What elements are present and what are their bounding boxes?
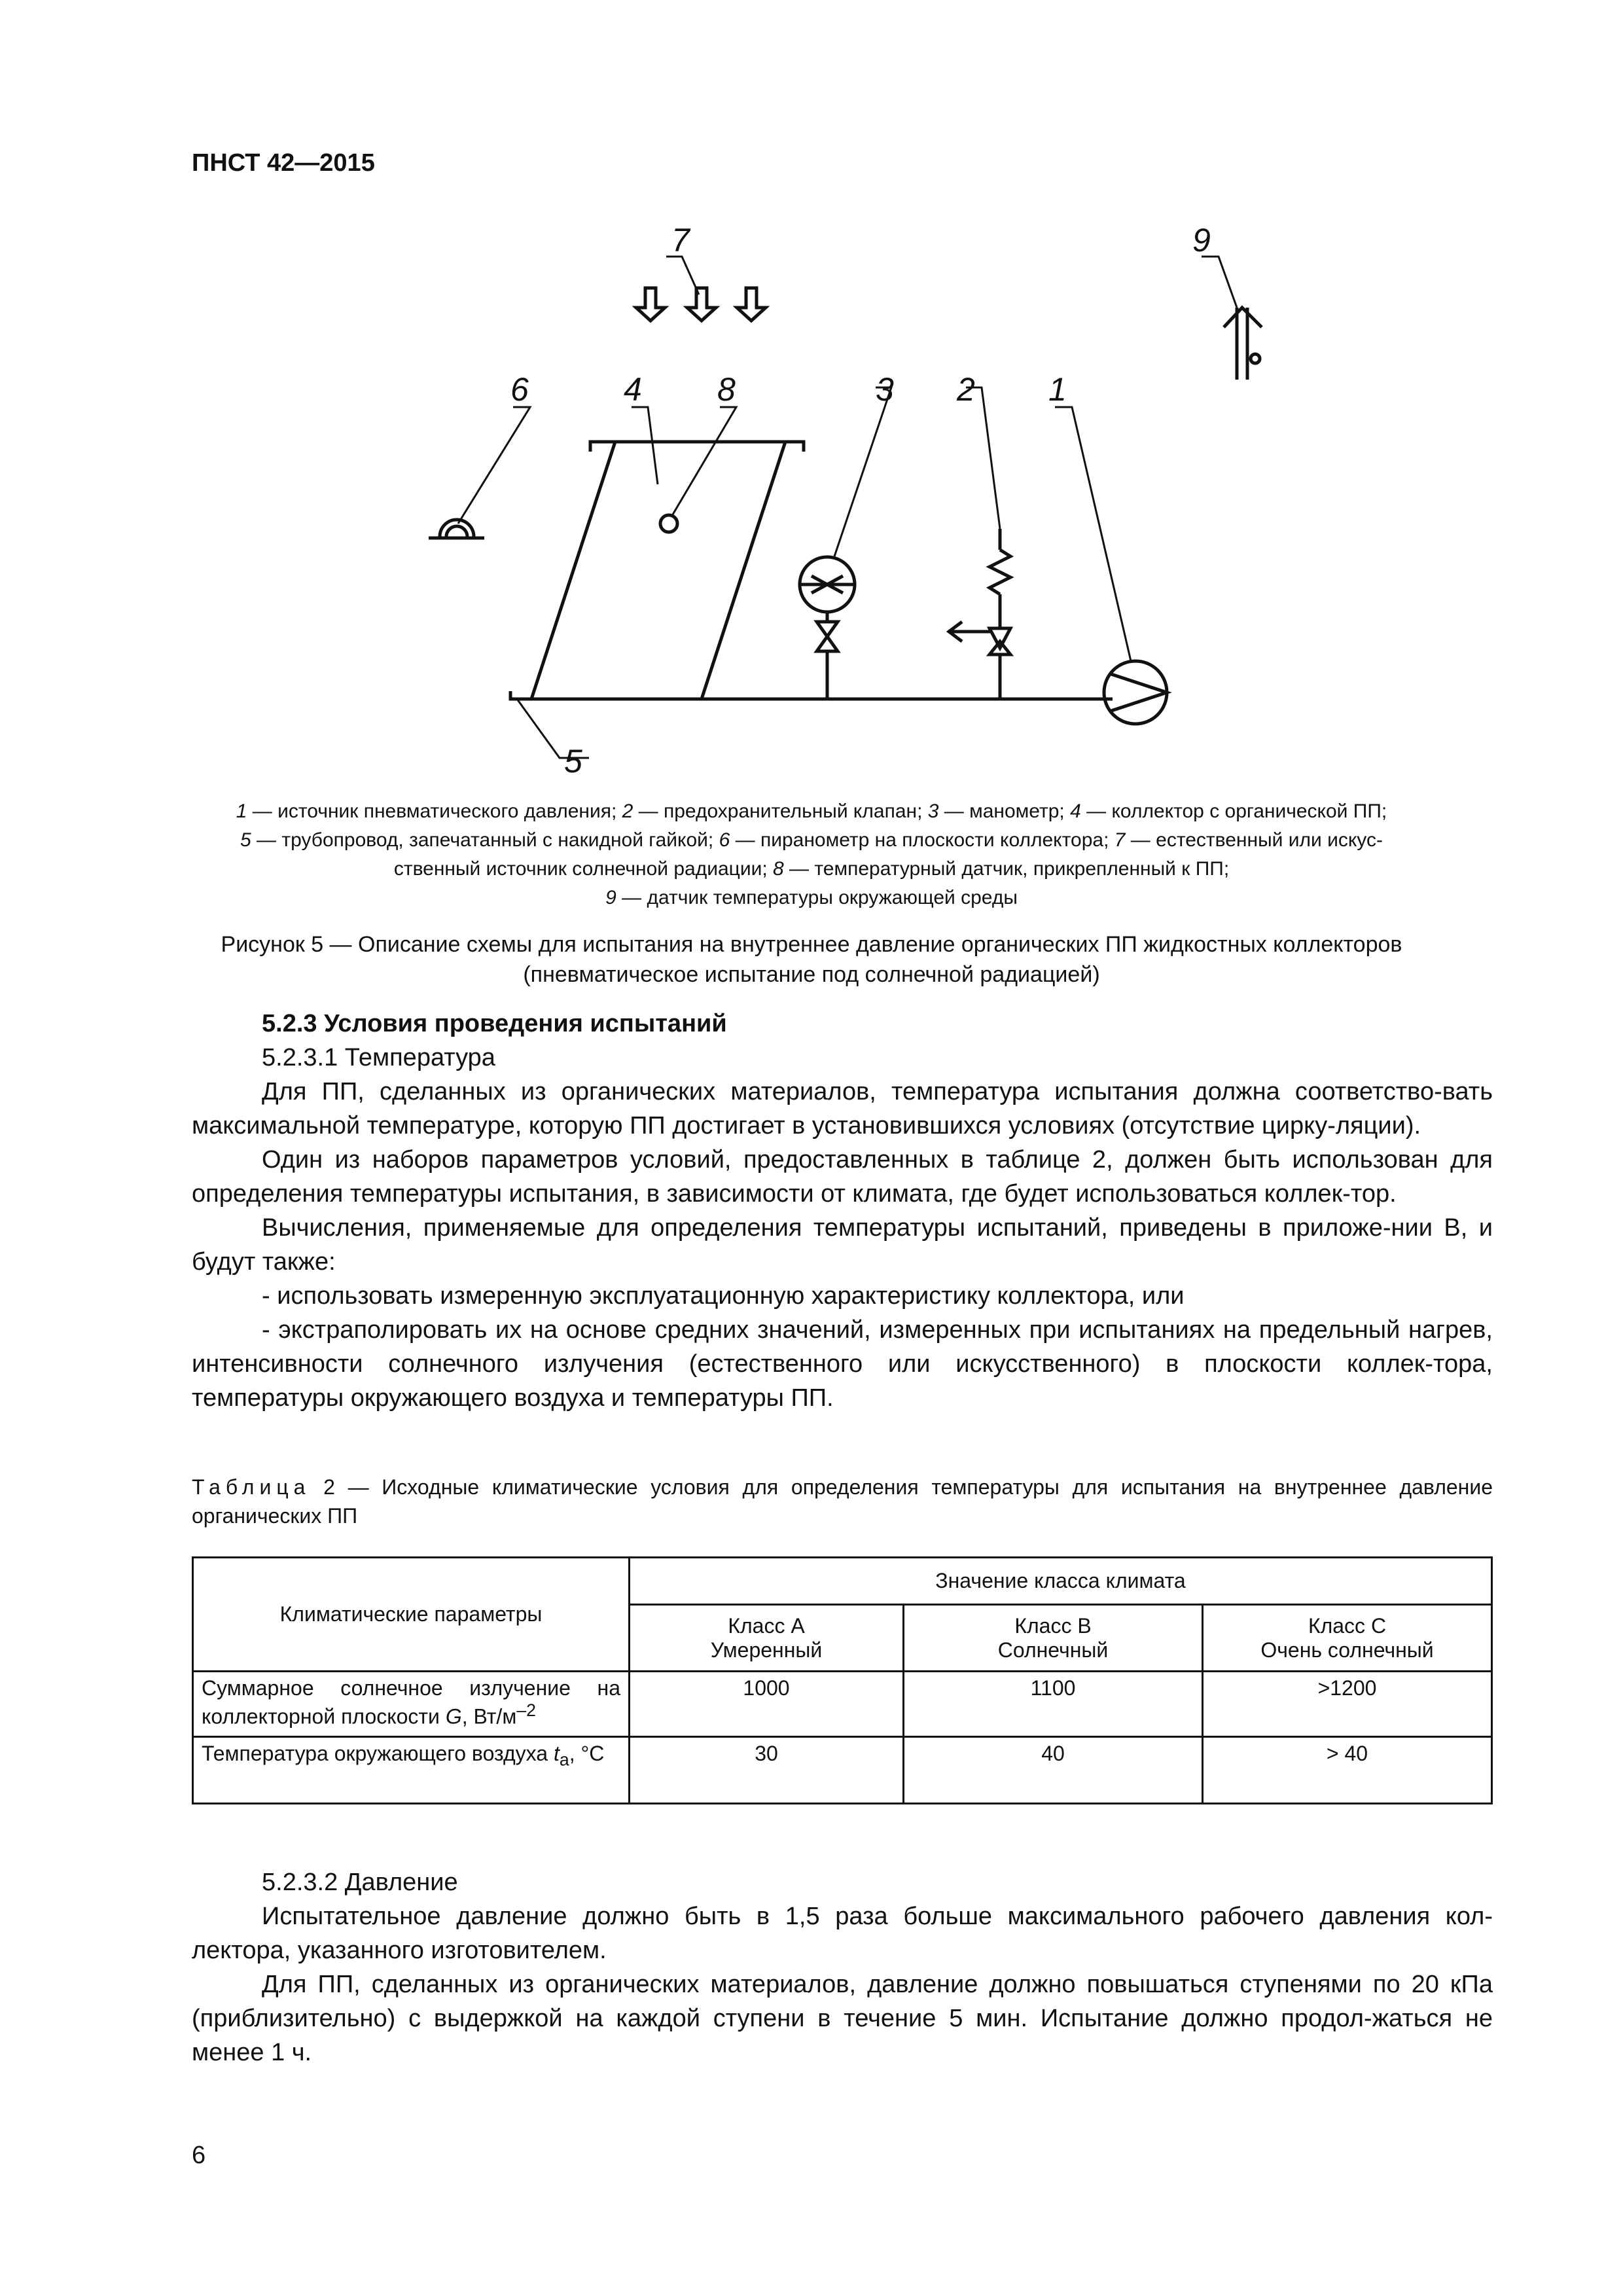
table-header-param: Климатические параметры	[193, 1558, 630, 1672]
list-item: - экстраполировать их на основе средних значений, измеренных при испытаниях на предельный нагрев, интенсивности солнечного излучения (естественного или искусственного) в плоскости коллек-тора, температуры окружающего воздуха и температуры ПП.	[192, 1316, 1493, 1412]
document-header: ПНСТ 42—2015	[192, 149, 375, 177]
callout-5: 5	[564, 743, 582, 780]
paragraph: Для ПП, сделанных из органических материалов, температура испытания должна соответство-вать максимальной температуре, которую ПП достигает в установившихся условиях (отсутствие цирку-ляции).	[192, 1078, 1493, 1139]
table-row	[193, 1672, 1492, 1737]
table-cell: >1200	[1203, 1672, 1492, 1737]
callout-1: 1	[1048, 371, 1067, 408]
legend-line-1: 1 — источник пневматического давления; 2 — предохранительный клапан; 3 — манометр; 4 — коллектор с органической ПП;	[236, 800, 1387, 822]
radiation-arrows-icon	[636, 257, 766, 321]
table-cell: 40	[904, 1737, 1203, 1804]
paragraph: Один из наборов параметров условий, предоставленных в таблице 2, должен быть использован для определения температуры испытания, в зависимости от климата, где будет использоваться коллек-тор.	[192, 1146, 1493, 1208]
manometer-icon	[800, 387, 891, 699]
callout-9: 9	[1192, 222, 1211, 259]
legend-line-4: 9 — датчик температуры окружающей среды	[605, 887, 1018, 908]
pyranometer-icon	[429, 407, 530, 538]
callout-3: 3	[876, 371, 894, 408]
table-row	[193, 1737, 1492, 1804]
paragraph: Испытательное давление должно быть в 1,5 раза больше максимального рабочего давления кол-лектора, указанного изготовителем.	[192, 1903, 1493, 1964]
callout-4: 4	[624, 371, 642, 408]
list-item: - использовать измеренную эксплуатационную характеристику коллектора, или	[262, 1282, 1185, 1310]
collector-panel-icon	[510, 407, 804, 699]
callout-8: 8	[717, 371, 736, 408]
section-5-2-3-2	[192, 1865, 1493, 2070]
callout-7: 7	[671, 222, 690, 259]
section-heading: 5.2.3 Условия проведения испытаний	[262, 1010, 727, 1037]
table-cell-param: Температура окружающего воздуха $t_a$, °С	[193, 1737, 630, 1804]
climate-table	[192, 1556, 1493, 1804]
table-header-class-a: Класс А Умеренный	[630, 1605, 904, 1672]
legend-line-2: 5 — трубопровод, запечатанный с накидной гайкой; 6 — пиранометр на плоскости коллектора; 7 — естественный или искус-	[240, 829, 1383, 851]
safety-valve-icon	[949, 387, 1010, 699]
table-header-group: Значение класса климата	[630, 1558, 1492, 1605]
table-title: Таблица 2 — Исходные климатические условия для определения температуры для испытания на внутреннее давление органических ПП	[192, 1475, 1493, 1528]
table-cell: 30	[630, 1737, 904, 1804]
table-cell: > 40	[1203, 1737, 1492, 1804]
figure-5-schematic	[0, 0, 1623, 785]
figure-caption: Рисунок 5 — Описание схемы для испытания на внутреннее давление органических ПП жидкостных коллекторов (пневматическое испытание под солнечной радиацией)	[221, 932, 1402, 987]
table-cell: 1100	[904, 1672, 1203, 1737]
paragraph: Для ПП, сделанных из органических материалов, давление должно повышаться ступенями по 20 кПа (приблизительно) с выдержкой на каждой ступени в течение 5 мин. Испытание должно продол-жаться не менее 1 ч.	[192, 1971, 1493, 2066]
figure-legend	[164, 797, 1459, 912]
table-header-class-b: Класс В Солнечный	[904, 1605, 1203, 1672]
subsection-temperature: 5.2.3.1 Температура	[262, 1044, 495, 1071]
subsection-pressure: 5.2.3.2 Давление	[262, 1869, 458, 1896]
table-cell: 1000	[630, 1672, 904, 1737]
table-cell-param: Суммарное солнечное излучение на коллекторной плоскости G, $Вт/м^{-2}$	[193, 1672, 630, 1737]
callout-6: 6	[510, 371, 529, 408]
section-5-2-3	[192, 1007, 1493, 1415]
legend-line-3: ственный источник солнечной радиации; 8 — температурный датчик, прикрепленный к ПП;	[393, 858, 1230, 880]
page-number: 6	[192, 2142, 206, 2169]
pressure-source-icon	[1055, 407, 1167, 724]
ambient-sensor-icon	[1202, 257, 1262, 380]
paragraph: Вычисления, применяемые для определения температуры испытаний, приведены в приложе-нии В, и будут также:	[192, 1214, 1493, 1276]
table-header-class-c: Класс С Очень солнечный	[1203, 1605, 1492, 1672]
panel-temp-sensor-icon	[660, 407, 736, 532]
callout-2: 2	[957, 371, 975, 408]
